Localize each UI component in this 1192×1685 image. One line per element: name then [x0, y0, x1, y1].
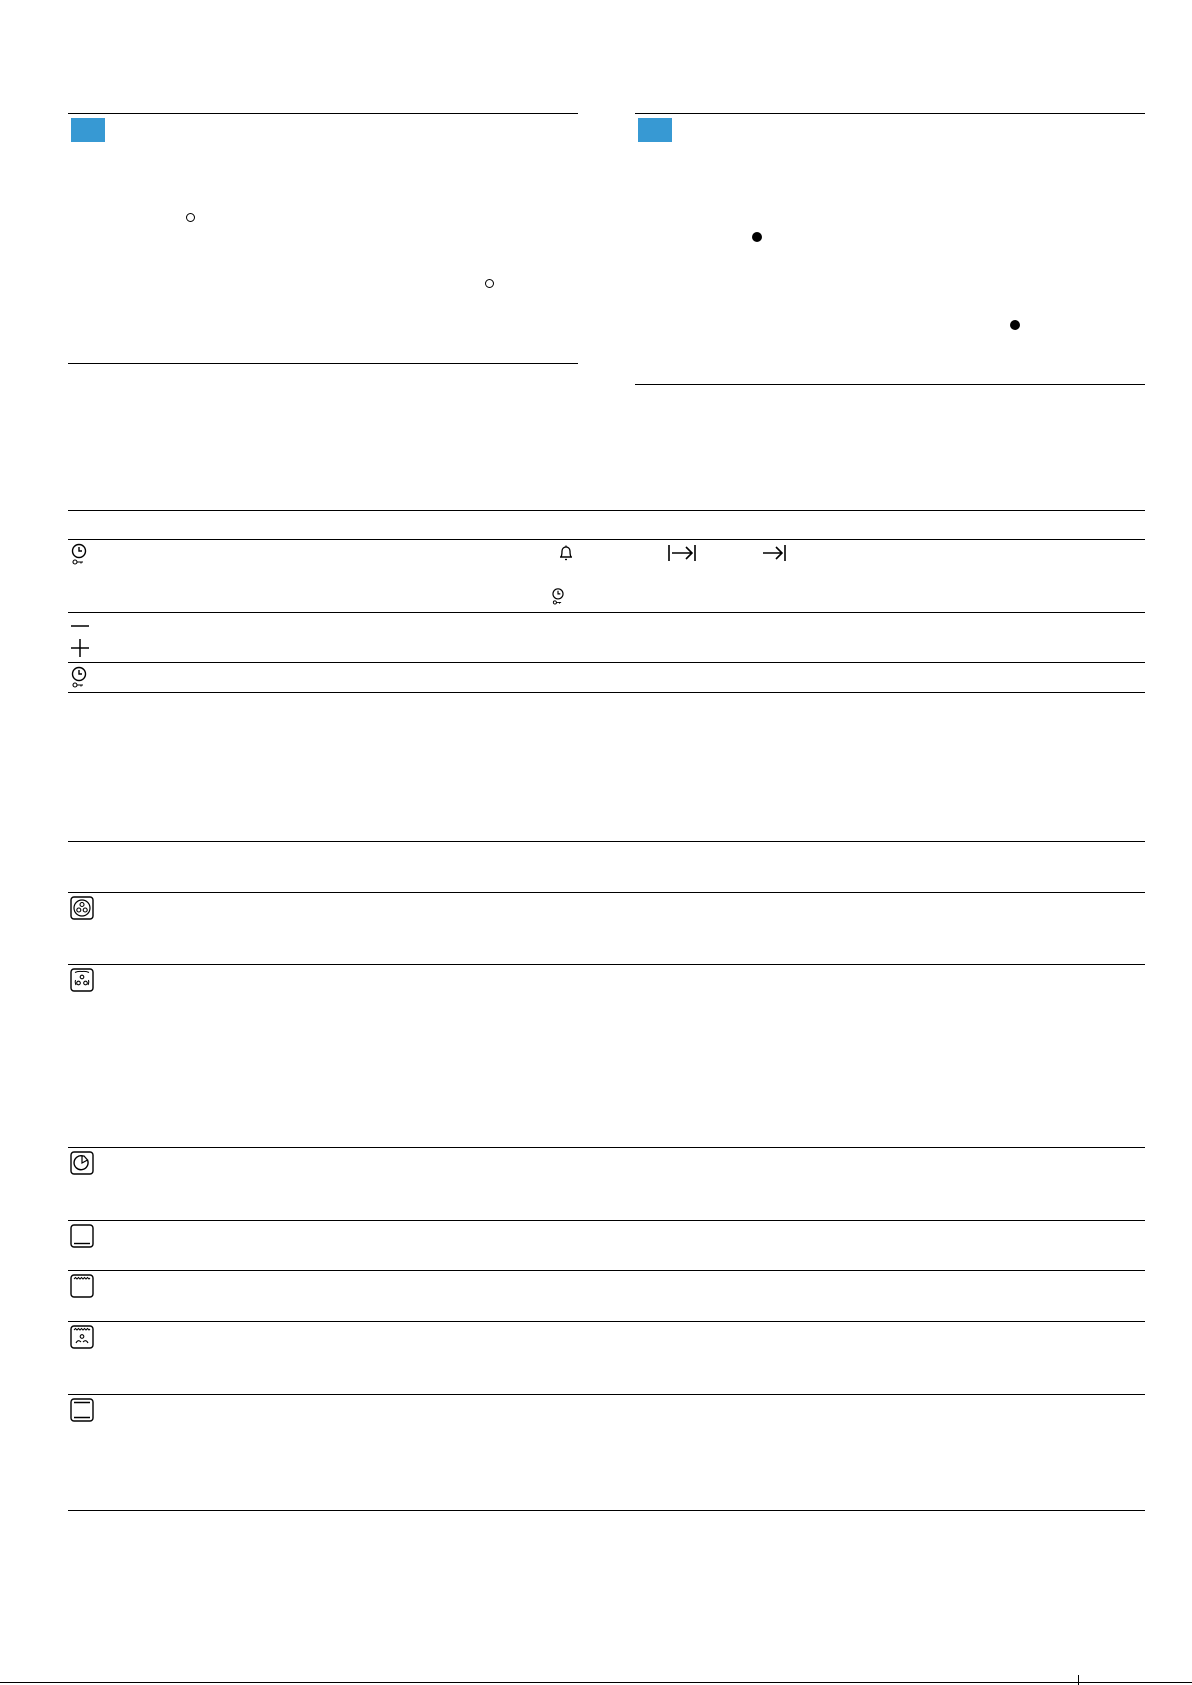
plus-icon	[70, 638, 90, 658]
footer-rule	[0, 1682, 1192, 1683]
box-right-top-rule	[635, 113, 1145, 114]
clock-key-icon	[551, 587, 565, 607]
box-right-tab	[638, 118, 672, 142]
filled-circle-icon	[1010, 320, 1020, 330]
table-rule	[68, 662, 1145, 663]
table-rule	[68, 1220, 1145, 1221]
hot-air-gentle-fan-icon	[70, 968, 94, 992]
table-rule	[68, 539, 1145, 540]
table-rule	[68, 964, 1145, 965]
minus-icon	[70, 621, 90, 631]
table-rule	[68, 612, 1145, 613]
end-time-arrow-icon	[761, 542, 787, 564]
top-heat-grill-icon	[70, 1274, 94, 1298]
bottom-heat-icon	[70, 1224, 94, 1248]
footer-divider	[1078, 1675, 1079, 1685]
box-right-bottom-rule	[635, 384, 1145, 385]
table-rule	[68, 841, 1145, 842]
table-rule	[68, 1394, 1145, 1395]
filled-circle-icon	[752, 232, 762, 242]
open-circle-icon	[186, 213, 195, 222]
box-left-top-rule	[68, 113, 578, 114]
table-rule	[68, 1510, 1145, 1511]
table-rule	[68, 510, 1145, 511]
table-rule	[68, 1147, 1145, 1148]
top-bottom-heat-icon	[70, 1398, 94, 1422]
duration-arrow-icon	[667, 542, 697, 564]
table-rule	[68, 1321, 1145, 1322]
clock-key-icon	[70, 543, 88, 567]
grill-fan-icon	[70, 1325, 94, 1349]
open-circle-icon	[485, 279, 494, 288]
table-rule	[68, 1270, 1145, 1271]
clock-key-icon	[70, 666, 88, 690]
hot-air-fan-icon	[70, 896, 94, 920]
box-left-tab	[71, 118, 105, 142]
bell-icon	[558, 544, 574, 562]
table-rule	[68, 692, 1145, 693]
table-rule	[68, 892, 1145, 893]
pizza-setting-icon	[70, 1151, 94, 1175]
box-left-bottom-rule	[68, 363, 578, 364]
